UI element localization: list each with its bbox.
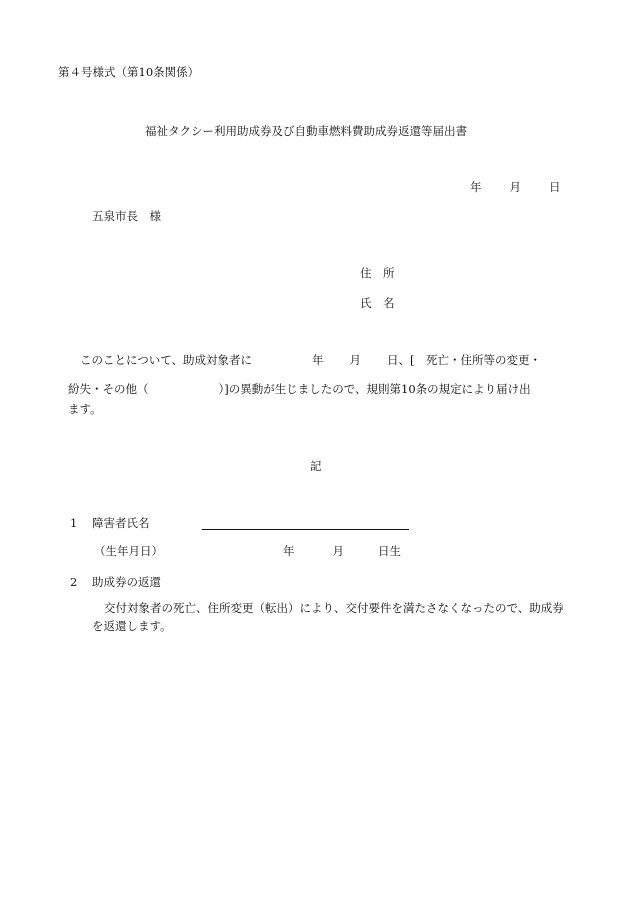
- body-line-2: [68, 384, 531, 396]
- birth-day: 日生: [378, 544, 401, 558]
- body-line1-year: 年: [312, 353, 324, 367]
- body-line1-month: 月: [349, 353, 362, 367]
- body-line1-day: 日、[ 死亡・住所等の変更・: [387, 353, 542, 367]
- date-line: [470, 182, 561, 194]
- date-month: 月: [509, 180, 521, 194]
- addressee: 五泉市長 様: [92, 209, 161, 223]
- birth-date-line: [94, 546, 401, 558]
- form-number: 第４号様式（第10条関係）: [58, 65, 200, 79]
- document-title: 福祉タクシー利用助成券及び自動車燃料費助成券返還等届出書: [145, 124, 467, 138]
- item-1-label: 障害者氏名: [92, 516, 150, 530]
- date-day: 日: [549, 180, 561, 194]
- disabled-person-name-field: [202, 529, 409, 530]
- birth-year: 年: [283, 544, 295, 558]
- body-line2-text-a: 紛失・その他（: [68, 382, 149, 396]
- item-2-label: 助成券の返還: [92, 575, 161, 589]
- address-label: 住 所: [360, 266, 395, 280]
- body-line1-text: このことについて、助成対象者に: [80, 353, 253, 367]
- body-line-1: [80, 355, 541, 367]
- ki-heading: 記: [310, 459, 322, 473]
- body-line2-text-b: ）]の異動が生じましたので、規則第10条の規定により届け出: [218, 382, 531, 396]
- item-2-number: 2: [70, 575, 78, 589]
- body-line-3: ます。: [68, 402, 102, 416]
- item-2-text: 交付対象者の死亡、住所変更（転出）により、交付要件を満たさなくなったので、助成券を返還します。: [92, 601, 564, 633]
- item-1-number: 1: [70, 516, 78, 530]
- birth-month: 月: [332, 544, 344, 558]
- date-year: 年: [470, 180, 482, 194]
- birth-date-label: （生年月日）: [94, 544, 163, 558]
- name-label: 氏 名: [360, 296, 395, 310]
